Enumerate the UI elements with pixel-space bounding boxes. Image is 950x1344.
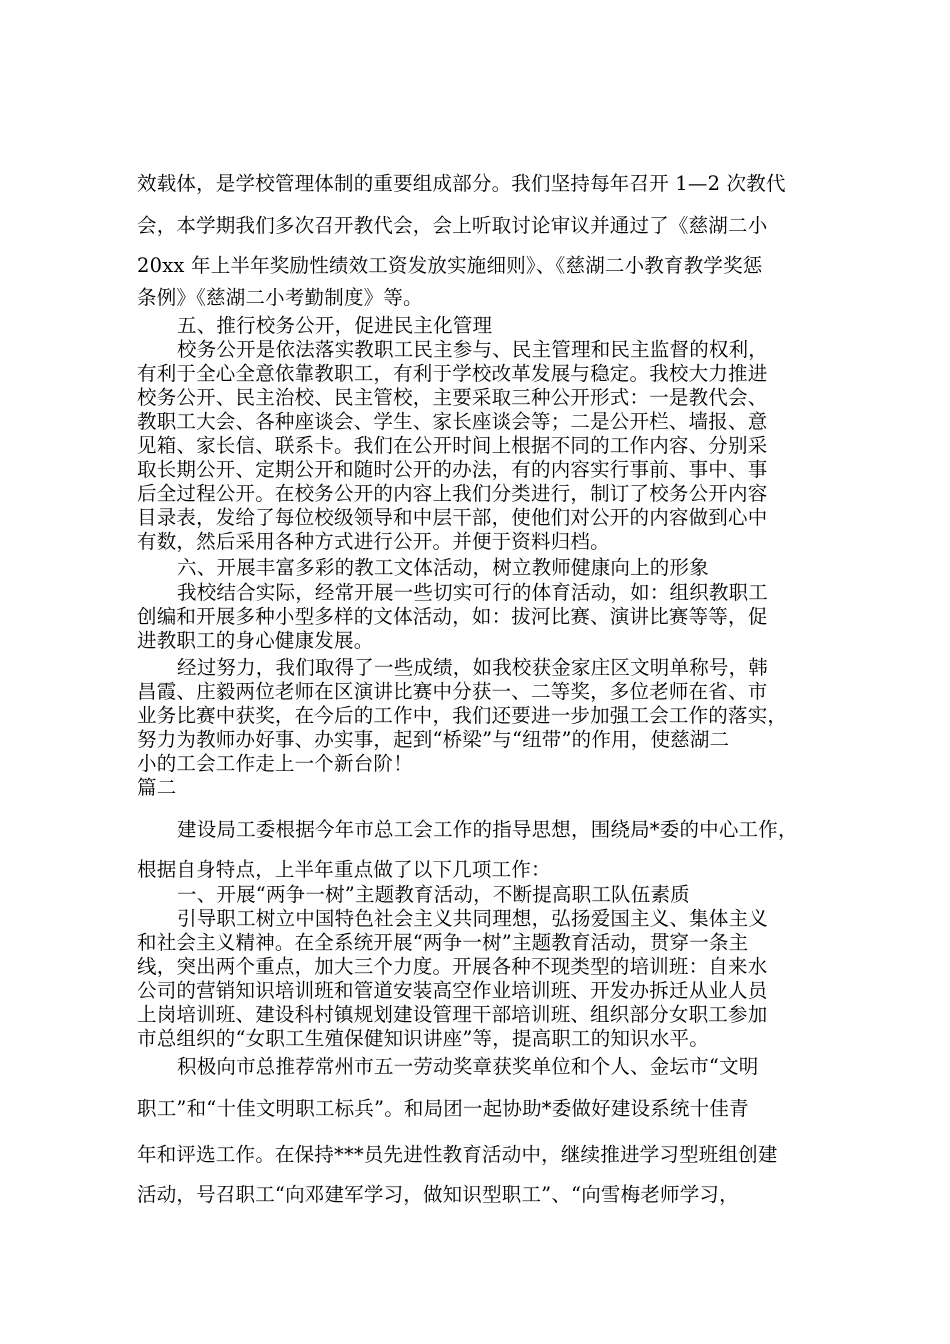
paragraph-line: 积极向市总推荐常州市五一劳动奖章获奖单位和个人、金坛市“文明 (177, 1055, 759, 1078)
paragraph-line: 效载体，是学校管理体制的重要组成部分。我们坚持每年召开 1—2 次教代 (137, 172, 786, 195)
paragraph-line: 会，本学期我们多次召开教代会，会上听取讨论审议并通过了《慈湖二小 (137, 214, 768, 237)
paragraph-line: 校务公开是依法落实教职工民主参与、民主管理和民主监督的权利， (177, 338, 769, 361)
paragraph-line: 经过努力，我们取得了一些成绩，如我校获金家庄区文明单称号，韩 (177, 656, 769, 679)
paragraph-line: 业务比赛中获奖，在今后的工作中，我们还要进一步加强工会工作的落实， (137, 704, 788, 727)
paragraph-line: 引导职工树立中国特色社会主义共同理想，弘扬爱国主义、集体主义 (177, 907, 769, 930)
paragraph-line: 取长期公开、定期公开和随时公开的办法，有的内容实行事前、事中、事 (137, 458, 768, 481)
paragraph-line: 职工”和“十佳文明职工标兵”。和局团一起协助*委做好建设系统十佳青 (137, 1097, 749, 1120)
paragraph-line: 校务公开、民主治校、民主管校，主要采取三种公开形式：一是教代会、 (137, 386, 768, 409)
paragraph-line: 有数，然后采用各种方式进行公开。并便于资料归档。 (137, 530, 610, 553)
paragraph-line: 小的工会工作走上一个新台阶！ (137, 752, 413, 775)
part-heading: 篇二 (137, 776, 177, 799)
paragraph-line: 活动，号召职工“向邓建军学习，做知识型职工”、“向雪梅老师学习， (137, 1183, 739, 1206)
paragraph-line: 见箱、家长信、联系卡。我们在公开时间上根据不同的工作内容、分别采 (137, 434, 768, 457)
section-heading: 一、开展“两争一树”主题教育活动，不断提高职工队伍素质 (177, 883, 690, 906)
paragraph-line: 昌霞、庄毅两位老师在区演讲比赛中分获一、二等奖，多位老师在省、市 (137, 680, 768, 703)
paragraph-line: 建设局工委根据今年市总工会工作的指导思想，围绕局*委的中心工作， (177, 818, 798, 841)
paragraph-line: 和社会主义精神。在全系统开展“两争一树”主题教育活动，贯穿一条主 (137, 931, 749, 954)
section-heading: 六、开展丰富多彩的教工文体活动，树立教师健康向上的形象 (177, 556, 709, 579)
paragraph-line: 线，突出两个重点，加大三个力度。开展各种不现类型的培训班：自来水 (137, 955, 768, 978)
paragraph-line: 目录表，发给了每位校级领导和中层干部，使他们对公开的内容做到心中 (137, 506, 768, 529)
paragraph-line: 条例》《慈湖二小考勤制度》等。 (137, 286, 423, 309)
paragraph-line: 年和评选工作。在保持***员先进性教育活动中，继续推进学习型班组创建 (137, 1143, 778, 1166)
paragraph-line: 根据自身特点，上半年重点做了以下几项工作： (137, 858, 551, 881)
paragraph-line: 我校结合实际，经常开展一些切实可行的体育活动，如：组织教职工 (177, 581, 769, 604)
paragraph-line: 公司的营销知识培训班和管道安装高空作业培训班、开发办拆迁从业人员 (137, 979, 768, 1002)
paragraph-line: 努力为教师办好事、办实事，起到“桥梁”与“纽带”的作用，使慈湖二 (137, 728, 730, 751)
section-heading: 五、推行校务公开，促进民主化管理 (177, 314, 493, 337)
paragraph-line: 有利于全心全意依靠教职工，有利于学校改革发展与稳定。我校大力推进 (137, 362, 768, 385)
paragraph-line: 后全过程公开。在校务公开的内容上我们分类进行，制订了校务公开内容 (137, 482, 768, 505)
paragraph-line: 市总组织的“女职工生殖保健知识讲座”等，提高职工的知识水平。 (137, 1027, 709, 1050)
paragraph-line: 教职工大会、各种座谈会、学生、家长座谈会等；二是公开栏、墙报、意 (137, 410, 768, 433)
paragraph-line: 进教职工的身心健康发展。 (137, 629, 374, 652)
paragraph-line: 创编和开展多种小型多样的文体活动，如：拔河比赛、演讲比赛等等，促 (137, 605, 768, 628)
paragraph-line: 上岗培训班、建设科村镇规划建设管理干部培训班、组织部分女职工参加 (137, 1003, 768, 1026)
paragraph-line: 20xx 年上半年奖励性绩效工资发放实施细则》、《慈湖二小教育教学奖惩 (137, 254, 763, 277)
